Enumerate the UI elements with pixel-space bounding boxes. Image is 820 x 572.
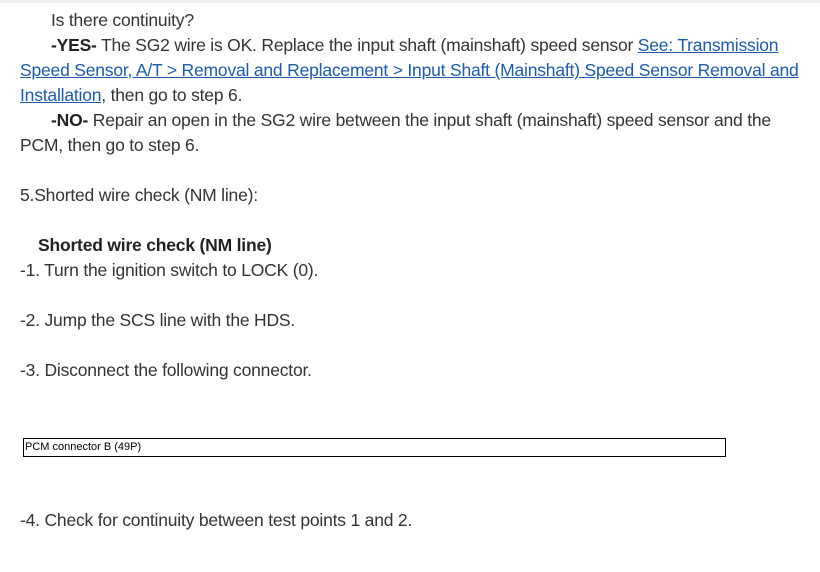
step-1: -1. Turn the ignition switch to LOCK (0). — [20, 260, 319, 280]
yes-text-after: , then go to step 6. — [101, 85, 243, 105]
step-2: -2. Jump the SCS line with the HDS. — [20, 310, 296, 330]
spacer — [20, 333, 810, 358]
no-label: -NO- — [51, 110, 89, 130]
section-subheading: Shorted wire check (NM line) — [38, 235, 272, 255]
spacer — [20, 283, 810, 308]
step-4: -4. Check for continuity between test points 1 and 2. — [20, 510, 413, 530]
section-title: 5.Shorted wire check (NM line): — [20, 185, 258, 205]
spacer — [20, 208, 810, 233]
yes-text: The SG2 wire is OK. Replace the input shaft (mainshaft) speed sensor — [96, 35, 638, 55]
continuity-question: Is there continuity? — [51, 10, 194, 30]
no-paragraph — [20, 108, 810, 158]
no-text: Repair an open in the SG2 wire between the input shaft (mainshaft) speed sensor and the PCM, then go to step 6. — [20, 110, 771, 155]
connector-label: PCM connector B (49P) — [25, 441, 142, 453]
yes-label: -YES- — [51, 35, 97, 55]
spacer — [20, 158, 810, 183]
step-3: -3. Disconnect the following connector. — [20, 360, 312, 380]
document-body — [20, 8, 810, 383]
yes-paragraph — [20, 33, 810, 108]
top-divider — [0, 0, 820, 3]
speed-sensor-removal-link[interactable]: See: Transmission Speed Sensor, A/T > Removal and Replacement > Input Shaft (Mainshaft) Speed Sensor Removal and Installation — [20, 35, 799, 105]
connector-figure-box — [23, 438, 726, 457]
